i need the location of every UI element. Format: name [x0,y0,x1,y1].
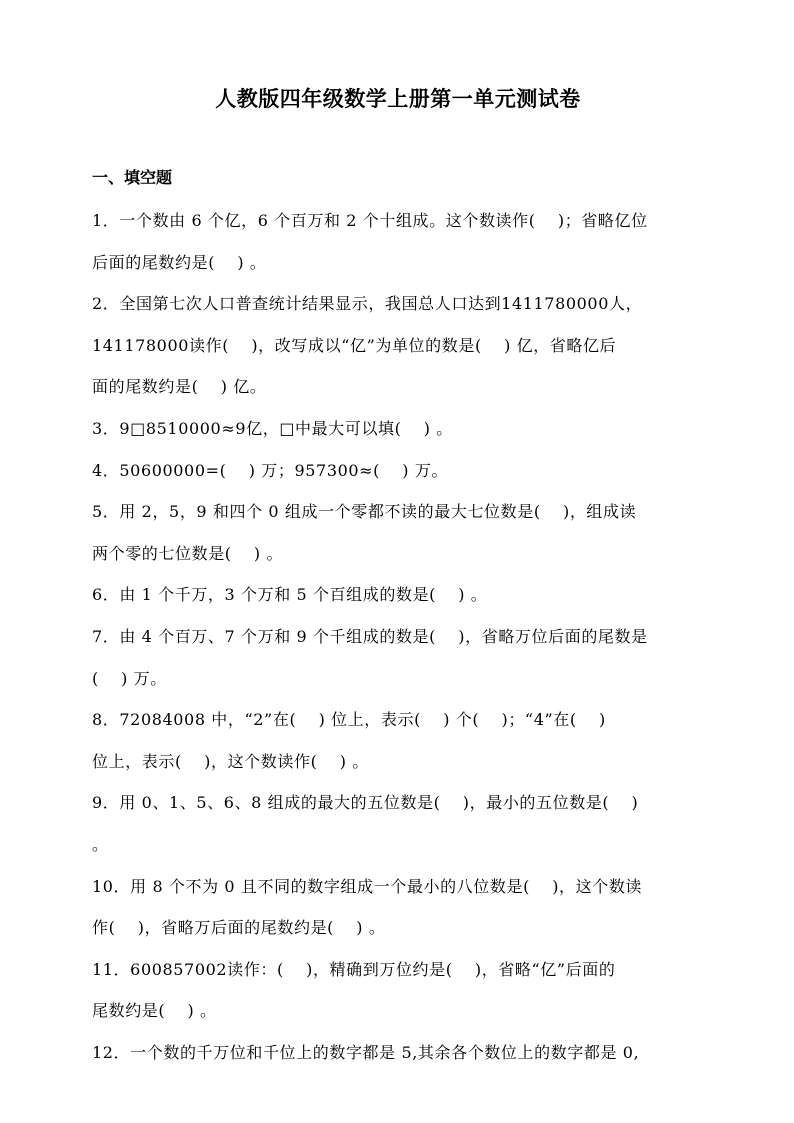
question-line: 12．一个数的千万位和千位上的数字都是 5,其余各个数位上的数字都是 0, [92,1042,640,1062]
question-list [92,200,704,1073]
question-line: 10．用 8 个不为 0 且不同的数字组成一个最小的八位数是( )，这个数读 [92,876,643,896]
question-line: 1．一个数由 6 个亿，6 个百万和 2 个十组成。这个数读作( )；省略亿位 [92,211,648,230]
question-line: 9．用 0、1、5、6、8 组成的最大的五位数是( )，最小的五位数是( ) [92,793,639,813]
question-line: 后面的尾数约是( ) 。 [92,252,267,272]
question-line: 11．600857002读作：( )，精确到万位约是( )，省略“亿”后面的 [92,959,616,979]
question-line: 6．由 1 个千万，3 个万和 5 个百组成的数是( ) 。 [92,585,488,605]
question-line: 8．72084008 中，“2”在( ) 位上，表示( ) 个( )；“4”在( ) [92,710,606,730]
question-line: 尾数约是( ) 。 [92,1001,217,1021]
question-line: ( ) 万。 [92,668,167,688]
section-heading: 一、填空题 [92,168,173,187]
question-line: 两个零的七位数是( ) 。 [92,543,284,563]
question-line: 7．由 4 个百万、7 个万和 9 个千组成的数是( )，省略万位后面的尾数是 [92,626,648,646]
question-line: 面的尾数约是( ) 亿。 [92,377,267,397]
question-line: 位上，表示( )，这个数读作( ) 。 [92,751,369,771]
question-line: 5．用 2，5，9 和四个 0 组成一个零都不读的最大七位数是( )，组成读 [92,502,637,522]
question-line: 3．9□8510000≈9亿，□中最大可以填( ) 。 [92,418,453,438]
question-line: 4．50600000=( ) 万；957300≈( ) 万。 [92,460,449,480]
page-title: 人教版四年级数学上册第一单元测试卷 [215,87,581,111]
question-line: 141178000读作( )，改写成以“亿”为单位的数是( ) 亿，省略亿后 [92,335,617,355]
question-line: 作( )，省略万后面的尾数约是( ) 。 [92,918,386,938]
question-line: 2．全国第七次人口普查统计结果显示，我国总人口达到1411780000人， [92,294,643,314]
question-line: 。 [92,834,109,854]
